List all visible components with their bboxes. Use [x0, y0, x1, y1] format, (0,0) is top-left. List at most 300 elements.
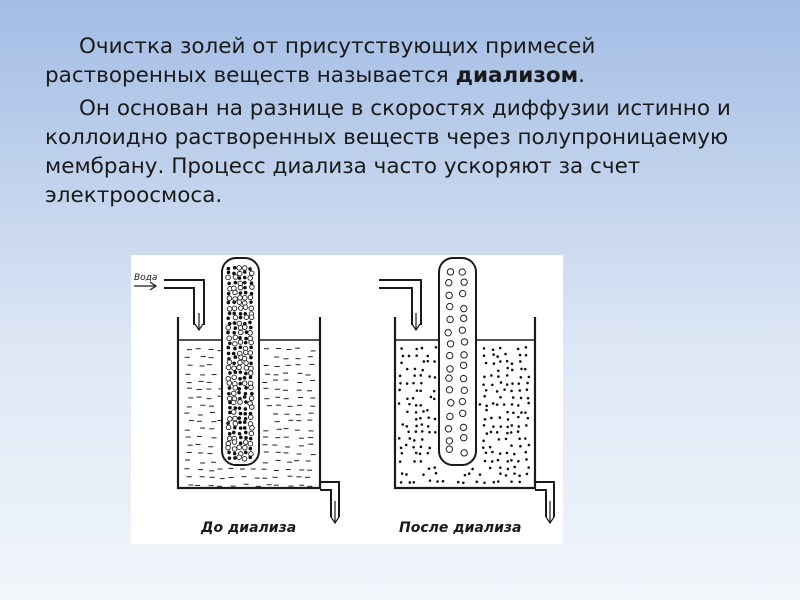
- solute-particle: [518, 389, 521, 392]
- solute-particle: [442, 480, 445, 483]
- solute-particle: [484, 460, 487, 463]
- colloid-particle: [233, 342, 238, 347]
- colloid-particle: [249, 315, 254, 320]
- solute-particle: [499, 396, 502, 399]
- right-outlet-pipe: [535, 482, 554, 517]
- solute-particle: [249, 375, 253, 379]
- solute-particle: [483, 347, 486, 350]
- solute-particle: [484, 418, 487, 421]
- solute-particle: [427, 425, 430, 428]
- solute-particle: [232, 352, 236, 356]
- solute-particle: [414, 368, 417, 371]
- colloid-particle: [231, 400, 236, 405]
- solute-particle: [524, 411, 527, 414]
- solute-particle: [233, 266, 237, 270]
- colloid-particle: [233, 421, 238, 426]
- right-outlet-arrow-icon: [546, 501, 554, 523]
- solute-particle: [228, 406, 232, 410]
- solute-particle: [435, 346, 438, 349]
- colloid-particle: [248, 295, 253, 300]
- solute-particle: [497, 375, 500, 378]
- colloid-particle: [248, 441, 253, 446]
- solute-particle: [420, 446, 423, 449]
- colloid-particle: [461, 435, 467, 441]
- solute-particle: [429, 479, 432, 482]
- colloid-particle: [248, 276, 253, 281]
- solute-particle: [243, 270, 247, 274]
- solute-particle: [510, 459, 513, 462]
- solute-particle: [506, 411, 509, 414]
- solute-particle: [400, 447, 403, 450]
- colloid-particle: [226, 325, 231, 330]
- solute-particle: [244, 400, 248, 404]
- colloid-particle: [232, 440, 237, 445]
- colloid-particle: [249, 396, 254, 401]
- solute-particle: [249, 356, 253, 360]
- colloid-particle: [248, 331, 253, 336]
- solute-particle: [506, 374, 509, 377]
- solute-particle: [528, 376, 531, 379]
- solute-particle: [520, 376, 523, 379]
- colloid-particle: [446, 292, 452, 298]
- colloid-particle: [244, 361, 249, 366]
- solute-particle: [232, 361, 236, 365]
- solute-particle: [232, 331, 236, 335]
- solute-particle: [243, 286, 247, 290]
- colloid-particle: [446, 352, 452, 358]
- solute-particle: [518, 437, 521, 440]
- solute-particle: [244, 337, 248, 341]
- solute-particle: [492, 402, 495, 405]
- solute-particle: [421, 423, 424, 426]
- solute-particle: [499, 466, 502, 469]
- solute-particle: [237, 391, 241, 395]
- solute-particle: [419, 374, 422, 377]
- solute-particle: [500, 381, 503, 384]
- solute-particle: [412, 481, 415, 484]
- colloid-particle: [227, 436, 232, 441]
- solute-particle: [250, 392, 254, 396]
- solute-particle: [419, 404, 422, 407]
- paragraph-explanation: Он основан на разнице в скоростях диффузии истинно и коллоидно растворенных веществ через полупроницаемую мембрану. Процесс диализа часто ускоряют за счет электроосмоса.: [45, 96, 731, 208]
- solute-particle: [517, 416, 520, 419]
- colloid-particle: [231, 391, 236, 396]
- solute-particle: [482, 439, 485, 442]
- colloid-particle: [237, 455, 242, 460]
- colloid-particle: [248, 415, 253, 420]
- solute-particle: [409, 437, 412, 440]
- solute-particle: [510, 424, 513, 427]
- colloid-particle: [447, 269, 453, 275]
- colloid-particle: [237, 365, 242, 370]
- solute-particle: [408, 355, 411, 358]
- solute-particle: [238, 421, 242, 425]
- solute-particle: [519, 360, 522, 363]
- colloid-particle: [459, 398, 465, 404]
- solute-particle: [398, 402, 401, 405]
- solute-particle: [507, 418, 510, 421]
- colloid-particle: [242, 456, 247, 461]
- solute-particle: [233, 347, 237, 351]
- solute-particle: [244, 386, 248, 390]
- solute-particle: [249, 346, 253, 350]
- solute-particle: [499, 452, 502, 455]
- solute-particle: [415, 430, 418, 433]
- colloid-particle: [232, 375, 237, 380]
- solute-particle: [400, 362, 403, 365]
- solute-particle: [233, 452, 237, 456]
- solute-particle: [436, 480, 439, 483]
- solute-particle: [525, 346, 528, 349]
- colloid-particle: [461, 387, 467, 393]
- solute-particle: [462, 481, 465, 484]
- solute-particle: [239, 441, 243, 445]
- solute-particle: [412, 397, 415, 400]
- solute-particle: [419, 390, 422, 393]
- solute-particle: [479, 473, 482, 476]
- solute-particle: [406, 397, 409, 400]
- colloid-particle: [248, 351, 253, 356]
- colloid-particle: [447, 366, 453, 372]
- colloid-particle: [232, 366, 237, 371]
- colloid-particle: [447, 303, 453, 309]
- solute-particle: [244, 372, 248, 376]
- solute-particle: [428, 375, 431, 378]
- right-caption: После диализа: [399, 520, 522, 536]
- solute-particle: [503, 403, 506, 406]
- colloid-particle: [243, 440, 248, 445]
- colloid-particle: [227, 381, 232, 386]
- solute-particle: [419, 417, 422, 420]
- solute-particle: [510, 480, 513, 483]
- left-outlet-arrow-icon: [331, 501, 339, 523]
- solute-particle: [498, 416, 501, 419]
- colloid-particle: [237, 271, 242, 276]
- solute-particle: [524, 451, 527, 454]
- solute-particle: [244, 436, 248, 440]
- solute-particle: [482, 383, 485, 386]
- solute-particle: [491, 451, 494, 454]
- solute-particle: [415, 411, 418, 414]
- solute-particle: [483, 354, 486, 357]
- colloid-particle: [250, 285, 255, 290]
- solute-particle: [497, 369, 500, 372]
- solute-particle: [493, 362, 496, 365]
- solute-particle: [427, 452, 430, 455]
- solute-particle: [519, 354, 522, 357]
- solute-particle: [525, 458, 528, 461]
- solute-particle: [227, 301, 231, 305]
- colloid-particle: [228, 417, 233, 422]
- solute-particle: [434, 431, 437, 434]
- solute-particle: [226, 421, 230, 425]
- solute-particle: [518, 481, 521, 484]
- slide-text: [45, 32, 745, 214]
- solute-particle: [493, 481, 496, 484]
- water-label: Вода: [134, 273, 158, 283]
- colloid-particle: [232, 306, 237, 311]
- solute-particle: [239, 370, 243, 374]
- solute-particle: [426, 360, 429, 363]
- colloid-particle: [460, 424, 466, 430]
- solute-particle: [486, 432, 489, 435]
- term-dialysis: диализом: [455, 63, 579, 88]
- colloid-particle: [242, 295, 247, 300]
- solute-particle: [482, 446, 485, 449]
- solute-particle: [239, 426, 243, 430]
- solute-particle: [406, 382, 409, 385]
- solute-particle: [507, 468, 510, 471]
- colloid-particle: [227, 307, 232, 312]
- colloid-particle: [461, 339, 467, 345]
- solute-particle: [492, 353, 495, 356]
- solute-particle: [238, 377, 242, 381]
- solute-particle: [517, 460, 520, 463]
- solute-particle: [471, 468, 474, 471]
- solute-particle: [520, 411, 523, 414]
- solute-particle: [401, 452, 404, 455]
- solute-particle: [525, 424, 528, 427]
- solute-particle: [496, 403, 499, 406]
- solute-particle: [491, 384, 494, 387]
- colloid-particle: [445, 426, 451, 432]
- solute-particle: [498, 438, 501, 441]
- colloid-particle: [249, 431, 254, 436]
- solute-particle: [505, 438, 508, 441]
- solute-particle: [511, 382, 514, 385]
- colloid-particle: [459, 269, 465, 275]
- colloid-particle: [461, 450, 467, 456]
- solute-particle: [227, 267, 231, 271]
- solute-particle: [406, 368, 409, 371]
- solute-particle: [434, 376, 437, 379]
- solute-particle: [430, 396, 433, 399]
- solute-particle: [228, 432, 232, 436]
- solute-particle: [497, 459, 500, 462]
- solute-particle: [496, 355, 499, 358]
- solute-particle: [524, 437, 527, 440]
- colloid-particle: [226, 365, 231, 370]
- solute-particle: [405, 444, 408, 447]
- solute-particle: [400, 347, 403, 350]
- solute-particle: [512, 396, 515, 399]
- colloid-particle: [244, 366, 249, 371]
- solute-particle: [416, 389, 419, 392]
- solute-particle: [415, 348, 418, 351]
- solute-particle: [401, 472, 404, 475]
- solute-particle: [243, 420, 247, 424]
- colloid-particle: [446, 375, 452, 381]
- water-inlet-arrow-icon: [134, 282, 156, 290]
- colloid-particle: [232, 447, 237, 452]
- solute-particle: [244, 417, 248, 421]
- solute-particle: [415, 452, 418, 455]
- solute-particle: [485, 362, 488, 365]
- colloid-particle: [242, 266, 247, 271]
- solute-particle: [510, 390, 513, 393]
- solute-particle: [427, 416, 430, 419]
- solute-particle: [433, 466, 436, 469]
- solute-particle: [485, 405, 488, 408]
- solute-particle: [468, 472, 471, 475]
- solute-particle: [520, 397, 523, 400]
- solute-particle: [499, 360, 502, 363]
- solute-particle: [489, 446, 492, 449]
- solute-particle: [426, 409, 429, 412]
- solute-particle: [226, 346, 230, 350]
- colloid-particle: [244, 315, 249, 320]
- solute-particle: [227, 451, 231, 455]
- colloid-particle: [242, 325, 247, 330]
- solute-particle: [483, 376, 486, 379]
- colloid-particle: [238, 400, 243, 405]
- solute-particle: [485, 389, 488, 392]
- solute-particle: [237, 416, 241, 420]
- solute-particle: [239, 436, 243, 440]
- solute-particle: [496, 431, 499, 434]
- solute-particle: [506, 383, 509, 386]
- solute-particle: [496, 390, 499, 393]
- solute-particle: [238, 382, 242, 386]
- solute-particle: [400, 481, 403, 484]
- solute-particle: [227, 282, 231, 286]
- colloid-particle: [249, 366, 254, 371]
- solute-particle: [228, 322, 232, 326]
- solute-particle: [232, 300, 236, 304]
- solute-particle: [233, 321, 237, 325]
- colloid-particle: [461, 305, 467, 311]
- colloid-particle: [233, 335, 238, 340]
- solute-particle: [504, 353, 507, 356]
- colloid-particle: [227, 336, 232, 341]
- solute-particle: [228, 386, 232, 390]
- solute-particle: [244, 407, 248, 411]
- solute-particle: [483, 395, 486, 398]
- colloid-particle: [226, 445, 231, 450]
- solute-particle: [244, 431, 248, 435]
- solute-particle: [244, 341, 248, 345]
- solute-particle: [489, 467, 492, 470]
- colloid-particle: [242, 381, 247, 386]
- solute-particle: [239, 316, 243, 320]
- solute-particle: [421, 430, 424, 433]
- colloid-particle: [249, 405, 254, 410]
- colloid-particle: [446, 387, 452, 393]
- solute-particle: [234, 370, 238, 374]
- colloid-particle: [243, 305, 248, 310]
- solute-particle: [519, 445, 522, 448]
- solute-particle: [433, 360, 436, 363]
- right-inlet-pipe: [379, 280, 421, 325]
- colloid-particle: [248, 371, 253, 376]
- right-membrane-tube: [439, 258, 476, 465]
- solute-particle: [409, 481, 412, 484]
- solute-particle: [490, 431, 493, 434]
- solute-particle: [232, 431, 236, 435]
- solute-particle: [506, 426, 509, 429]
- colloid-particle: [233, 386, 238, 391]
- solute-particle: [421, 369, 424, 372]
- solute-particle: [513, 453, 516, 456]
- colloid-particle: [448, 400, 454, 406]
- solute-particle: [412, 382, 415, 385]
- solute-particle: [239, 345, 243, 349]
- solute-particle: [408, 403, 411, 406]
- solute-particle: [413, 460, 416, 463]
- solute-particle: [238, 336, 242, 340]
- colloid-particle: [237, 445, 242, 450]
- solute-particle: [399, 382, 402, 385]
- colloid-particle: [233, 275, 238, 280]
- solute-particle: [421, 438, 424, 441]
- solute-particle: [517, 348, 520, 351]
- solute-particle: [510, 444, 513, 447]
- colloid-particle: [237, 300, 242, 305]
- solute-particle: [237, 387, 241, 391]
- solute-particle: [405, 425, 408, 428]
- solute-particle: [249, 300, 253, 304]
- solute-particle: [526, 388, 529, 391]
- solute-particle: [422, 473, 425, 476]
- solute-particle: [238, 276, 242, 280]
- solute-particle: [485, 409, 488, 412]
- solute-particle: [499, 425, 502, 428]
- solute-particle: [228, 341, 232, 345]
- solute-particle: [398, 389, 401, 392]
- solute-particle: [526, 382, 529, 385]
- solute-particle: [415, 425, 418, 428]
- after-dialysis-apparatus: [379, 258, 554, 536]
- solute-particle: [243, 426, 247, 430]
- solute-particle: [421, 347, 424, 350]
- solute-particle: [413, 439, 416, 442]
- solute-particle: [239, 412, 243, 416]
- solute-particle: [402, 355, 405, 358]
- colloid-particle: [446, 280, 452, 286]
- solute-particle: [239, 291, 243, 295]
- solute-particle: [248, 267, 252, 271]
- solute-particle: [244, 291, 248, 295]
- solute-particle: [422, 410, 425, 413]
- colloid-particle: [227, 360, 232, 365]
- dialysis-diagram: [131, 255, 563, 544]
- colloid-particle: [459, 327, 465, 333]
- colloid-particle: [238, 285, 243, 290]
- solute-particle: [243, 395, 247, 399]
- colloid-particle: [447, 413, 453, 419]
- left-caption: До диализа: [201, 520, 297, 536]
- paragraph-definition: [45, 32, 745, 90]
- colloid-particle: [460, 410, 466, 416]
- solute-particle: [464, 474, 467, 477]
- solute-particle: [415, 404, 418, 407]
- dialysis-figure: [131, 255, 563, 544]
- colloid-particle: [250, 426, 255, 431]
- solute-particle: [528, 444, 531, 447]
- solute-particle: [398, 437, 401, 440]
- colloid-particle: [446, 446, 452, 452]
- colloid-particle: [249, 306, 254, 311]
- paragraph-definition-end: .: [578, 63, 586, 88]
- solute-particle: [412, 446, 415, 449]
- solute-particle: [228, 456, 232, 460]
- colloid-particle: [227, 296, 232, 301]
- solute-particle: [243, 412, 247, 416]
- solute-particle: [249, 362, 253, 366]
- solute-particle: [435, 472, 438, 475]
- solute-particle: [527, 466, 530, 469]
- solute-particle: [419, 452, 422, 455]
